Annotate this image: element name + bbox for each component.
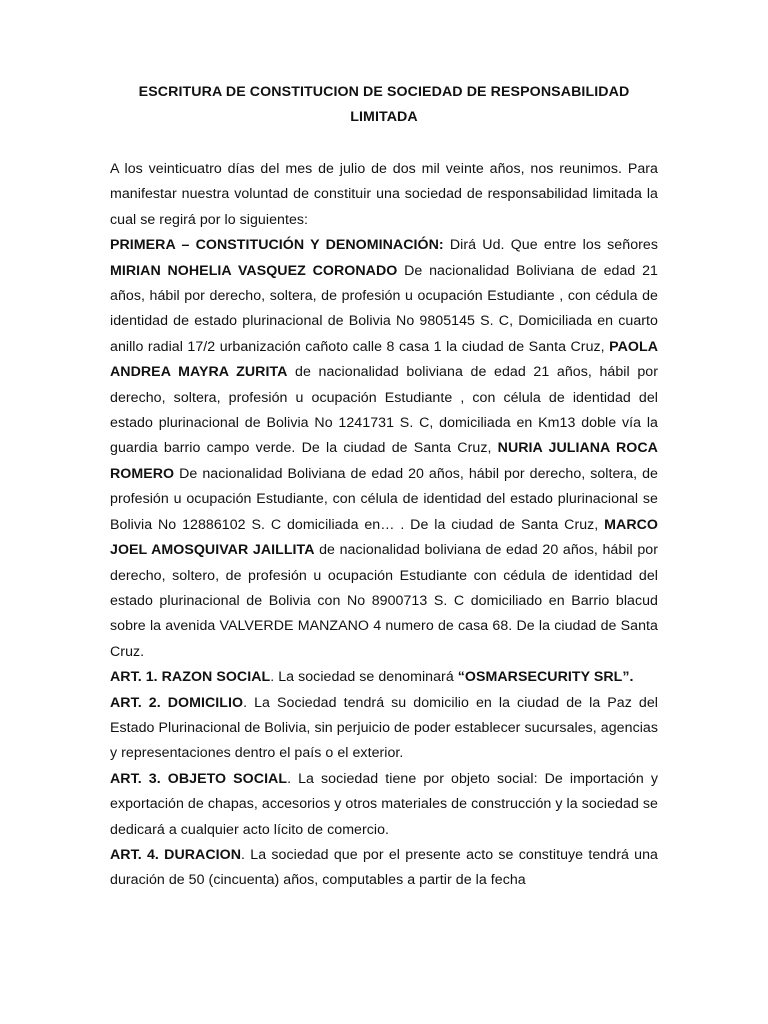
title-line-2: LIMITADA xyxy=(350,109,418,125)
article-4-text: . La sociedad que por el presente acto se constituye tendrá una duración de 50 (cincuenta) años, computables a partir de la fecha xyxy=(110,846,658,889)
article-3-heading: ART. 3. OBJETO SOCIAL xyxy=(110,770,288,787)
article-1-text: . La sociedad se denominará xyxy=(270,669,458,686)
company-name: “OSMARSECURITY SRL”. xyxy=(457,669,634,686)
partner-name-3: NURIA JULIANA ROCA ROMERO xyxy=(110,440,658,482)
article-4-heading: ART. 4. DURACION xyxy=(110,846,242,863)
clause-primera xyxy=(110,233,658,665)
clause-primera-text-1: Dirá Ud. Que entre los señores xyxy=(443,237,658,254)
clause-primera-text-3: de nacionalidad boliviana de edad 21 años, hábil por derecho, soltera, profesión u ocupación Estudiante , con célula de identidad del estado plurinacional de Bolivia No 1241731 S. C, domiciliada en Km13 doble vía la guardia barrio campo verde. De la ciudad de Santa Cruz, xyxy=(110,364,658,457)
title-line-1: ESCRITURA DE CONSTITUCION DE SOCIEDAD DE RESPONSABILIDAD xyxy=(138,84,630,100)
article-3-text: . La sociedad tiene por objeto social: De importación y exportación de chapas, accesorios y otros materiales de construcción y la sociedad se dedicará a cualquier acto lícito de comercio. xyxy=(110,770,658,838)
intro-paragraph: A los veinticuatro días del mes de julio de dos mil veinte años, nos reunimos. Para manifestar nuestra voluntad de constituir una sociedad de responsabilidad limitada la cual se regirá por lo siguientes: xyxy=(110,161,658,228)
article-1 xyxy=(110,665,658,690)
partner-name-2: PAOLA ANDREA MAYRA ZURITA xyxy=(110,338,658,381)
clause-primera-text-2: De nacionalidad Boliviana de edad 21 años, hábil por derecho, soltera, de profesión u ocupación Estudiante , con cédula de identidad de estado plurinacional de Bolivia No 9805145 S. C, Domiciliada en cuarto anillo radial 17/2 urbanización cañoto calle 8 casa 1 la ciudad de Santa Cruz, xyxy=(110,262,658,355)
clause-primera-text-5: de nacionalidad boliviana de edad 20 años, hábil por derecho, soltero, de profesión u ocupación Estudiante con cédula de identidad del estado plurinacional de Bolivia con No 8900713 S. C domiciliado en Barrio blacud sobre la avenida VALVERDE MANZANO 4 numero de casa 68. De la ciudad de Santa Cruz. xyxy=(110,542,658,660)
article-2-text: . La Sociedad tendrá su domicilio en la ciudad de la Paz del Estado Plurinacional de Bolivia, sin perjuicio de poder establecer sucursales, agencias y representaciones dentro el país o el exterior. xyxy=(110,694,659,762)
document-title xyxy=(110,80,658,130)
clause-primera-heading: PRIMERA – CONSTITUCIÓN Y DENOMINACIÓN: xyxy=(110,237,444,254)
clause-primera-text-4: De nacionalidad Boliviana de edad 20 años, hábil por derecho, soltera, de profesión u ocupación Estudiante, con célula de identidad del estado plurinacional se Bolivia No 12886102 S. C domiciliada en… . De la ciudad de Santa Cruz, xyxy=(110,465,658,533)
article-4 xyxy=(110,843,658,894)
article-3 xyxy=(110,767,658,843)
partner-name-1: MIRIAN NOHELIA VASQUEZ CORONADO xyxy=(110,262,398,279)
partner-name-4: MARCO JOEL AMOSQUIVAR JAILLITA xyxy=(110,516,658,559)
article-2 xyxy=(110,691,658,767)
article-2-heading: ART. 2. DOMICILIO xyxy=(110,694,244,711)
article-1-heading: ART. 1. RAZON SOCIAL xyxy=(110,669,271,686)
